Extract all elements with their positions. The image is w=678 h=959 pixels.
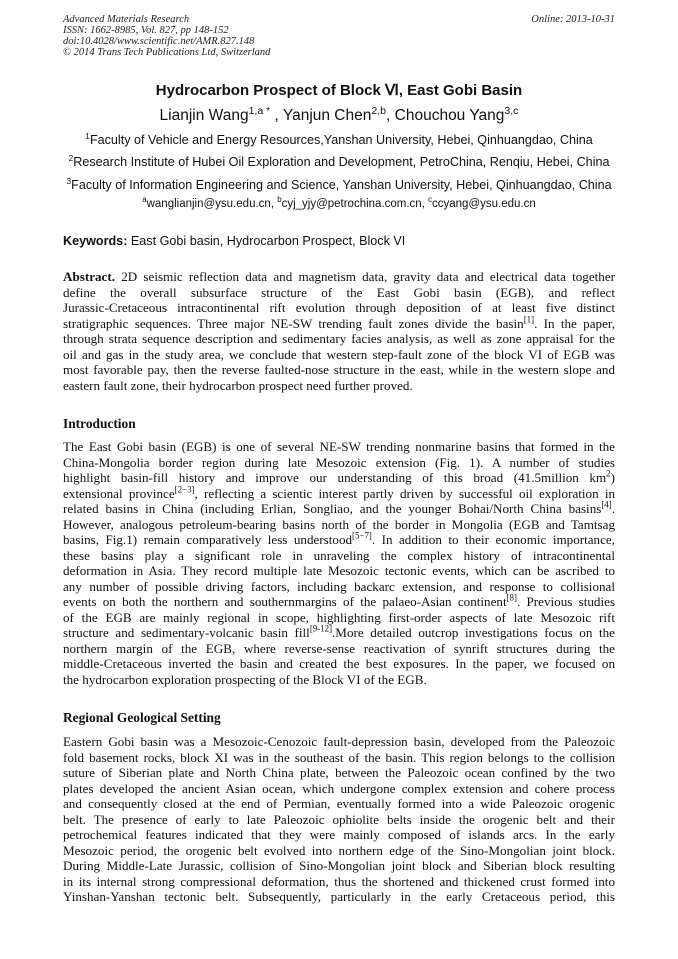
text-line (63, 269, 615, 285)
section-heading-regional-geological-setting: Regional Geological Setting (63, 710, 221, 725)
online-date: Online: 2013-10-31 (531, 14, 615, 25)
text-line (63, 331, 615, 347)
text: The East Gobi basin (EGB) is one of several NE-SW trending nonmarine basins that formed in the (63, 439, 615, 454)
paper-title: Hydrocarbon Prospect of Block Ⅵ, East Gobi Basin (155, 82, 523, 99)
text-line (63, 470, 615, 486)
citation-superscript: [8] (506, 592, 517, 603)
text: deformation in Asia. They record multiple late Mesozoic tectonic events, which can be ascribed to (63, 563, 615, 578)
text: Eastern Gobi basin was a Mesozoic-Cenozoic fault-depression basin, developed from the Paleozoic (63, 734, 615, 749)
text: belt. The presence of early to late Paleozoic ophiolite belts inside the orogenic belt and their (63, 811, 615, 827)
text: extensional province (63, 485, 175, 501)
text: events on both the northern and southernmargins of the palaeo-Asian continent (63, 594, 507, 609)
affiliation: $^2$Research Institute of Hubei Oil Exploration and Development, PetroChina, Renqiu, Hebei, China (68, 152, 610, 169)
text: eastern fault zone, their hydrocarbon prospect need further proved. (63, 377, 413, 393)
text: and consequently closed at the end of Permian, eventually formed into a wide Paleozoic orogenic (63, 796, 615, 811)
text-line (63, 517, 615, 533)
text: . Previous studies (516, 594, 615, 609)
text-line (63, 734, 615, 750)
author-emails: $^a$wanglianjin@ysu.edu.cn, $^b$cyj_yjy@petrochina.com.cn, $^c$ccyang@ysu.edu.cn (142, 195, 536, 210)
text-line (63, 594, 615, 610)
journal-header (63, 14, 270, 58)
text-line (63, 641, 615, 657)
text-line (63, 610, 615, 626)
issn: ISSN: 1662-8985, Vol. 827, pp 148-152 (63, 25, 229, 36)
email[interactable]: $^b$cyj_yjy@petrochina.com.cn (277, 195, 422, 210)
text: , reflecting a scientic interest partly driven by successful oil exploration in (194, 485, 616, 501)
text-line (63, 781, 615, 797)
text: China-Mongolia border region during late Mesozoic extension (Fig. 1). A number of studies (63, 454, 615, 470)
text: most favorable pay, then the reverse faulted-nose structure in the east, while in the western slope and (63, 362, 615, 377)
citation-superscript: 2 (606, 468, 611, 479)
text: in its internal strong compressional deformation, thus the shortened and thickened crust formed into (63, 873, 615, 889)
text-line (63, 532, 615, 548)
citation-superscript: [2−3] (174, 484, 195, 495)
text: the hydrocarbon exploration prospecting of the Block VI of the EGB. (63, 671, 427, 687)
doi: doi:10.4028/www.scientific.net/AMR.827.148 (63, 36, 255, 47)
keywords-text: East Gobi basin, Hydrocarbon Prospect, Block VI (127, 234, 406, 248)
text-line (63, 750, 615, 766)
section-heading-introduction: Introduction (63, 416, 136, 431)
text: these basins play a significant role in unraveling the complex history of intracontinental (63, 547, 615, 563)
text-line (63, 548, 615, 564)
keywords-label: Keywords: (63, 234, 128, 248)
text-line (63, 285, 615, 301)
text-line (63, 796, 615, 812)
text: basins, Fig.1) remain comparatively less understood (63, 532, 353, 547)
text-line (63, 827, 615, 843)
affiliation: $^3$Faculty of Information Engineering and Science, Yanshan University, Hebei, Qinhuangdao, China (66, 175, 612, 192)
email[interactable]: $^a$wanglianjin@ysu.edu.cn (142, 195, 271, 210)
text-line (63, 362, 615, 378)
keywords (63, 234, 405, 248)
text: northern margin of the EGB, where reverse-sense reactivation of synrift structures during the (63, 640, 615, 656)
regional-paragraph (63, 734, 615, 905)
text: structure and sedimentary-volcanic basin fill (63, 625, 310, 640)
text: middle-Cretaceous inverted the basin and created the best exposures. In the paper, we focused on (63, 656, 615, 671)
text: through strata sequence description and sedimentary facies analysis, as well as zone appraisal for the (63, 331, 615, 346)
text-line (63, 455, 615, 471)
text-line (63, 563, 615, 579)
text: Mesozoic period, the orogenic belt evolved into northern edge of the Sino-Mongolian joint block. (63, 842, 615, 858)
citation-superscript: [1] (523, 314, 535, 325)
text-line (63, 672, 615, 688)
text-line (63, 874, 615, 890)
affiliation: $^1$Faculty of Vehicle and Energy Resources,Yanshan University, Hebei, Qinhuangdao, China (85, 130, 593, 147)
text: suture of Siberian plate and North China plate, between the Paleozoic ocean confined by the two (63, 765, 615, 780)
citation-superscript: [5−7] (352, 530, 372, 541)
text: . In the paper, (534, 315, 615, 331)
abstract (63, 269, 615, 393)
journal-name: Advanced Materials Research (63, 14, 190, 25)
citation-superscript: [4] (601, 499, 612, 510)
text: fold basement rocks, block XI was in the southeast of the basin. This region belongs to the collision (63, 749, 615, 765)
text-line (63, 843, 615, 859)
text: Jurassic-Cretaceous intracontinental rift evolution through deposition of at least five distinct (63, 300, 615, 315)
text: However, analogous petroleum-bearing basins north of the border in Mongolia (EGB and Tamtsag (63, 516, 615, 532)
text-line (63, 378, 615, 394)
text: During Middle-Late Jurassic, collision of Sino-Mongolian joint block and Siberian block resulting (63, 858, 615, 873)
author: Chouchou Yang$^{3,c}$ (394, 104, 519, 124)
introduction-paragraph (63, 439, 615, 687)
text: Yinshan-Yanshan tectonic belt. Subsequently, particularly in the early Cretaceous period, this (63, 889, 615, 904)
text: stratigraphic sequences. Three major NE-SW trending fault zones divide the basin (63, 315, 524, 331)
abstract-label: Abstract. (63, 269, 115, 284)
text: highlight basin-fill history and improve our understanding of this broad (41.5million km (63, 470, 607, 485)
text-line (63, 765, 615, 781)
text: . In addition to their economic importance, (371, 532, 615, 547)
text-line (63, 889, 615, 905)
text: define the overall subsurface structure of the East Gobi basin (EGB), and reflect (63, 284, 615, 300)
email[interactable]: $^c$ccyang@ysu.edu.cn (428, 195, 536, 210)
text: . (611, 501, 615, 516)
text: oil and gas in the study area, we conclude that western step-fault zone of the block VI of EGB was (63, 346, 615, 362)
text-line (63, 579, 615, 595)
authors (0, 104, 678, 125)
citation-superscript: [9-12] (309, 623, 333, 634)
text: plates developed the ancient Asian ocean, which undergone complex extension and cohere process (63, 780, 615, 796)
text-line (63, 316, 615, 332)
author: Lianjin Wang$^{1,a *}$ , (159, 104, 283, 124)
text: petrochemical features indicated that they were mainly composed of islands arcs. In the early (63, 827, 615, 842)
author: Yanjun Chen$^{2,b}$, (282, 104, 395, 124)
text-line (63, 439, 615, 455)
text: 2D seismic reflection data and magnetism data, gravity data and electrical data together (115, 269, 615, 284)
text: ) (610, 470, 615, 485)
copyright: © 2014 Trans Tech Publications Ltd, Switzerland (63, 47, 271, 58)
text-line (63, 625, 615, 641)
text: any number of possible driving factors, including backarc extension, and response to collisional (63, 578, 615, 594)
text-line (63, 501, 615, 517)
text-line (63, 812, 615, 828)
text-line (63, 656, 615, 672)
text: of the EGB are mainly regional in scope, highlighting first-order aspects of late Mesozoic rift (63, 609, 615, 625)
text-line (63, 858, 615, 874)
text-line (63, 486, 615, 502)
text: related basins in China (including Erlian, Songliao, and the younger Bohai/North China basins (63, 501, 602, 516)
text: .More detailed outcrop investigations focus on the (332, 625, 615, 640)
text-line (63, 347, 615, 363)
